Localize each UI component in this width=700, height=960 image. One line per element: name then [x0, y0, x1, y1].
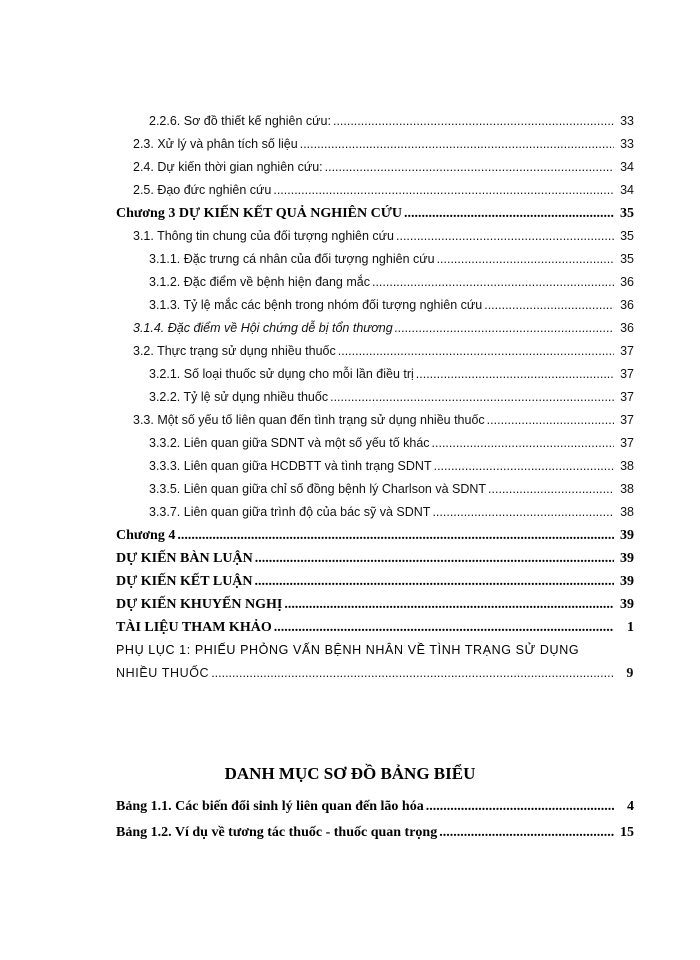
toc-entry-title: 3.1.1. Đặc trưng cá nhân của đối tượng nghiên cứu [149, 252, 435, 266]
toc-entry-title: Chương 4 [116, 528, 176, 543]
toc-entry-title: 2.3. Xử lý và phân tích số liệu [133, 137, 298, 151]
toc-entry-page: 37 [620, 436, 634, 450]
dot-leader [273, 179, 614, 202]
toc-entry[interactable] [116, 432, 634, 455]
toc-entry-page: 39 [620, 528, 634, 543]
toc-entry-title: 3.1.2. Đặc điểm về bệnh hiện đang mắc [149, 275, 370, 289]
dot-leader [338, 340, 614, 363]
dot-leader [432, 501, 614, 524]
toc-entry-title: 3.2.2. Tỷ lệ sử dụng nhiều thuốc [149, 390, 329, 404]
dot-leader [284, 593, 614, 616]
dot-leader [300, 133, 614, 156]
dot-leader [395, 317, 614, 340]
table-entry-title: Bảng 1.2. Ví dụ về tương tác thuốc - thuốc quan trọng [116, 825, 438, 840]
table-of-contents [116, 110, 634, 685]
toc-entry-title: 2.4. Dự kiến thời gian nghiên cứu: [133, 160, 323, 174]
toc-entry-page: 1 [627, 620, 634, 635]
toc-entry-page: 37 [620, 367, 634, 381]
toc-entry-title: 2.5. Đạo đức nghiên cứu [133, 183, 272, 197]
dot-leader [484, 294, 614, 317]
toc-entry-title: 2.2.6. Sơ đồ thiết kế nghiên cứu: [149, 114, 331, 128]
dot-leader [488, 478, 614, 501]
toc-entry-ban-luan[interactable] [116, 547, 634, 570]
dot-leader [396, 225, 614, 248]
toc-entry[interactable] [116, 317, 634, 340]
toc-entry[interactable] [116, 225, 634, 248]
toc-entry-title: DỰ KIẾN BÀN LUẬN [116, 551, 253, 566]
table-entry-page: 4 [627, 799, 634, 814]
toc-entry[interactable] [116, 110, 634, 133]
toc-entry-page: 38 [620, 459, 634, 473]
toc-entry-page: 37 [620, 413, 634, 427]
dot-leader [330, 386, 614, 409]
toc-entry-page: 35 [620, 229, 634, 243]
toc-entry[interactable] [116, 409, 634, 432]
toc-entry-title: DỰ KIẾN KẾT LUẬN [116, 574, 253, 589]
list-of-tables [116, 794, 634, 846]
dot-leader [487, 409, 614, 432]
toc-entry-page: 39 [620, 574, 634, 589]
toc-entry-page: 39 [620, 551, 634, 566]
toc-entry-title: 3.2.1. Số loại thuốc sử dụng cho mỗi lần điều trị [149, 367, 414, 381]
toc-entry-page: 9 [626, 666, 634, 681]
toc-entry-ket-luan[interactable] [116, 570, 634, 593]
toc-entry[interactable] [116, 156, 634, 179]
toc-entry-page: 38 [620, 505, 634, 519]
toc-entry-title: 3.1.3. Tỷ lệ mắc các bệnh trong nhóm đối tượng nghiên cứu [149, 298, 483, 312]
table-entry-page: 15 [620, 825, 634, 840]
toc-entry-page: 38 [620, 482, 634, 496]
toc-entry-title: 3.1. Thông tin chung của đối tượng nghiên cứu [133, 229, 394, 243]
toc-entry-title: 3.2. Thực trạng sử dụng nhiều thuốc [133, 344, 336, 358]
tables-list-heading: DANH MỤC SƠ ĐỒ BẢNG BIỂU [224, 764, 476, 783]
toc-entry-title: 3.3.3. Liên quan giữa HCDBTT và tình trạng SDNT [149, 459, 432, 473]
dot-leader [404, 202, 614, 225]
toc-entry[interactable] [116, 294, 634, 317]
toc-entry-page: 34 [620, 183, 634, 197]
toc-entry-page: 35 [620, 206, 634, 221]
dot-leader [255, 547, 614, 570]
dot-leader [432, 432, 614, 455]
dot-leader [434, 455, 614, 478]
toc-entry-title: 3.3.7. Liên quan giữa trình độ của bác sỹ và SDNT [149, 505, 431, 519]
toc-entry-page: 35 [620, 252, 634, 266]
dot-leader [177, 524, 614, 547]
toc-entry[interactable] [116, 455, 634, 478]
toc-chapter-3[interactable] [116, 202, 634, 225]
toc-entry-title: NHIỀU THUỐC [116, 666, 210, 680]
toc-entry[interactable] [116, 248, 634, 271]
toc-entry[interactable] [116, 340, 634, 363]
toc-entry[interactable] [116, 386, 634, 409]
dot-leader [325, 156, 614, 179]
toc-entry-title: 3.1.4. Đặc điểm về Hội chứng dễ bị tổn thương [133, 321, 393, 335]
toc-entry-title: 3.3.5. Liên quan giữa chỉ số đồng bệnh lý Charlson và SDNT [149, 482, 487, 496]
toc-entry[interactable] [116, 501, 634, 524]
toc-appendix-line2[interactable] [116, 662, 634, 685]
toc-entry[interactable] [116, 363, 634, 386]
table-entry-title: Bảng 1.1. Các biến đổi sinh lý liên quan đến lão hóa [116, 799, 424, 814]
toc-entry[interactable] [116, 179, 634, 202]
dot-leader [274, 616, 614, 639]
toc-entry-references[interactable] [116, 616, 634, 639]
dot-leader [439, 820, 614, 846]
dot-leader [372, 271, 614, 294]
toc-entry-page: 36 [620, 298, 634, 312]
toc-entry-page: 36 [620, 275, 634, 289]
toc-entry-page: 36 [620, 321, 634, 335]
toc-entry-khuyen-nghi[interactable] [116, 593, 634, 616]
toc-entry-title: 3.3.2. Liên quan giữa SDNT và một số yếu tố khác [149, 436, 430, 450]
toc-entry[interactable] [116, 133, 634, 156]
toc-entry-page: 33 [620, 114, 634, 128]
table-list-entry[interactable] [116, 794, 634, 820]
toc-entry-title: DỰ KIẾN KHUYẾN NGHỊ [116, 597, 283, 612]
toc-entry-page: 37 [620, 390, 634, 404]
toc-entry-page: 37 [620, 344, 634, 358]
dot-leader [211, 662, 614, 685]
dot-leader [416, 363, 614, 386]
toc-entry[interactable] [116, 478, 634, 501]
toc-entry-title: 3.3. Một số yếu tố liên quan đến tình trạng sử dụng nhiều thuốc [133, 413, 485, 427]
toc-entry[interactable] [116, 271, 634, 294]
toc-entry-title: TÀI LIỆU THAM KHẢO [116, 620, 272, 635]
dot-leader [333, 110, 614, 133]
toc-chapter-4[interactable] [116, 524, 634, 547]
toc-entry-title: Chương 3 DỰ KIẾN KẾT QUẢ NGHIÊN CỨU [116, 206, 402, 221]
dot-leader [426, 794, 614, 820]
dot-leader [437, 248, 614, 271]
toc-entry-page: 39 [620, 597, 634, 612]
toc-appendix-line1[interactable]: PHỤ LỤC 1: PHIẾU PHỎNG VẤN BỆNH NHÂN VỀ TÌNH TRẠNG SỬ DỤNG [116, 643, 580, 657]
dot-leader [255, 570, 614, 593]
table-list-entry[interactable] [116, 820, 634, 846]
toc-entry-page: 33 [620, 137, 634, 151]
toc-entry-page: 34 [620, 160, 634, 174]
